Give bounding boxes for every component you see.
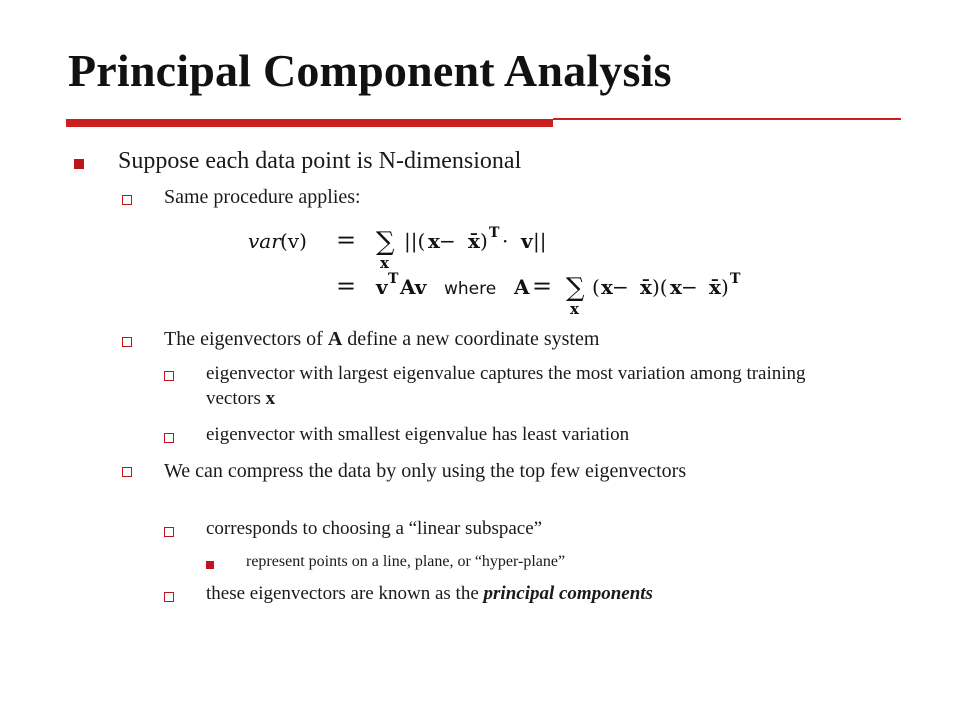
eq-transpose: T	[489, 225, 500, 241]
bullet-item: We can compress the data by only using the top few eigenvectors	[164, 460, 687, 482]
title-underline-thick	[66, 119, 553, 127]
hollow-square-bullet-icon	[164, 371, 174, 381]
eq-x-3: x	[670, 275, 682, 299]
eq-sum-1: ∑	[376, 227, 395, 257]
emphasis-principal-components: principal components	[483, 583, 653, 604]
eq-Av: Av	[400, 275, 427, 299]
hollow-square-bullet-icon	[164, 527, 174, 537]
eq-sum-sub-2: x	[570, 300, 579, 318]
eq-xbar-3: x̄	[709, 275, 721, 299]
eq-paren-open-2: (	[592, 275, 600, 299]
bullet-item: eigenvector with largest eigenvalue captures the most variation among training vectors x	[206, 363, 806, 409]
eq-x-2: x	[601, 275, 613, 299]
eq-x: x	[428, 229, 440, 253]
eq-mid: )(	[652, 275, 668, 299]
eq-v: v	[521, 229, 533, 253]
eq-minus: −	[439, 229, 456, 253]
eq-paren-close-2: )	[721, 275, 729, 299]
eq-equals-1: =	[336, 226, 357, 254]
inline-symbol-x: x	[265, 388, 276, 409]
hollow-square-bullet-icon	[164, 433, 174, 443]
square-bullet-icon	[74, 159, 84, 169]
eq-v-arg: (v)	[280, 229, 307, 253]
eq-sum-2: ∑	[566, 273, 585, 303]
square-bullet-icon	[206, 561, 214, 569]
eq-equals-2: =	[336, 272, 357, 300]
eq-paren-close: )	[480, 229, 488, 253]
bullet-item: Same procedure applies:	[164, 186, 361, 208]
eq-norm-close: ||	[533, 229, 547, 253]
eq-transpose-2: T	[730, 271, 741, 287]
hollow-square-bullet-icon	[122, 467, 132, 477]
inline-symbol-A: A	[327, 328, 343, 350]
eq-sum-sub-1: x	[380, 254, 389, 272]
eq-minus-2: −	[612, 275, 629, 299]
bullet-item: corresponds to choosing a “linear subspace”	[206, 518, 543, 539]
slide-title: Principal Component Analysis	[68, 45, 672, 96]
eq-vT-v: v	[376, 275, 388, 299]
eq-minus-3: −	[681, 275, 698, 299]
bullet-item: eigenvector with smallest eigenvalue has least variation	[206, 424, 630, 445]
bullet-item: The eigenvectors of A define a new coordinate system	[164, 328, 600, 350]
eq-dot: ·	[502, 229, 509, 253]
eq-norm-open: ||(	[404, 229, 426, 253]
eq-var: var	[248, 229, 281, 253]
hollow-square-bullet-icon	[122, 195, 132, 205]
eq-where: where	[444, 279, 497, 299]
eq-xbar: x̄	[468, 229, 480, 253]
bullet-item: Suppose each data point is N-dimensional	[118, 148, 522, 174]
eq-xbar-2: x̄	[640, 275, 652, 299]
hollow-square-bullet-icon	[122, 337, 132, 347]
variance-equation	[230, 222, 770, 320]
bullet-item: these eigenvectors are known as the principal components	[206, 583, 653, 604]
bullet-item: represent points on a line, plane, or “hyper-plane”	[246, 553, 566, 570]
eq-equals-3: =	[532, 272, 553, 300]
eq-vT-T: T	[388, 271, 399, 287]
eq-A: A	[514, 275, 530, 299]
hollow-square-bullet-icon	[164, 592, 174, 602]
title-underline-thin	[553, 118, 901, 120]
